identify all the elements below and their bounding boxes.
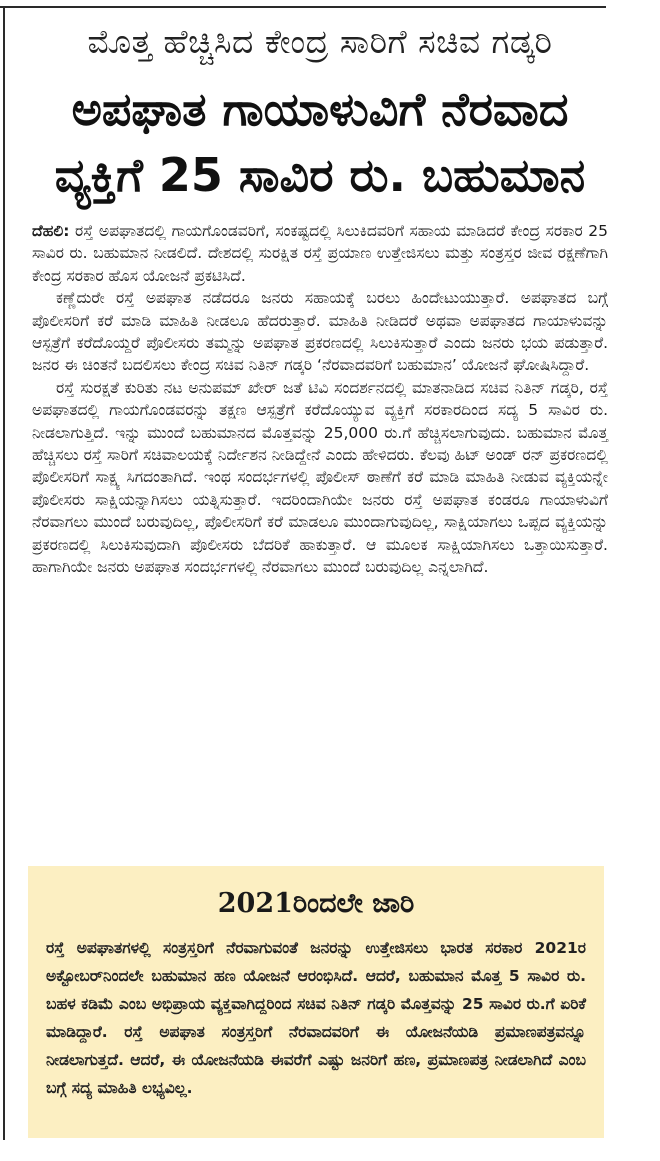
article-headline (32, 76, 608, 208)
news-article (32, 14, 608, 579)
sidebar-title: 2021ರಿಂದಲೇ ಜಾರಿ (217, 888, 415, 919)
sidebar-text: ರಸ್ತೆ ಅಪಘಾತಗಳಲ್ಲಿ ಸಂತ್ರಸ್ತರಿಗೆ ನೆರವಾಗುವಂತೆ ಜನರನ್ನು ಉತ್ತೇಜಿಸಲು ಭಾರತ ಸರಕಾರ 2021ರ ಅಕ್ಟೋಬರ್‌ನಿಂದಲೇ ಬಹುಮಾನ ಹಣ ಯೋಜನೆ ಆರಂಭಿಸಿದೆ. ಆದರೆ, ಬಹುಮಾನ ಮೊತ್ತ 5 ಸಾವಿರ ರು. ಬಹಳ ಕಡಿಮೆ ಎಂಬ ಅಭಿಪ್ರಾಯ ವ್ಯಕ್ತವಾಗಿದ್ದರಿಂದ ಸಚಿವ ನಿತಿನ್ ಗಡ್ಕರಿ ಮೊತ್ತವನ್ನು 25 ಸಾವಿರ ರು.ಗೆ ಏರಿಕೆ ಮಾಡಿದ್ದಾರೆ. ರಸ್ತೆ ಅಪಘಾತ ಸಂತ್ರಸ್ತರಿಗೆ ನೆರವಾದವರಿಗೆ ಈ ಯೋಜನೆಯಡಿ ಪ್ರಮಾಣಪತ್ರವನ್ನೂ ನೀಡಲಾಗುತ್ತದೆ. ಆದರೆ, ಈ ಯೋಜನೆಯಡಿ ಈವರೆಗೆ ಎಷ್ಟು ಜನರಿಗೆ ಹಣ, ಪ್ರಮಾಣಪತ್ರ ನೀಡಲಾಗಿದೆ ಎಂಬ ಬಗ್ಗೆ ಸದ್ಯ ಮಾಹಿತಿ ಲಭ್ಯವಿಲ್ಲ. (46, 939, 586, 1097)
left-column-rule (3, 8, 5, 1140)
article-body (32, 220, 608, 579)
top-rule (0, 6, 606, 8)
paragraph-1-text: ರಸ್ತೆ ಅಪಘಾತದಲ್ಲಿ ಗಾಯಗೊಂಡವರಿಗೆ, ಸಂಕಷ್ಟದಲ್ಲಿ ಸಿಲುಕಿದವರಿಗೆ ಸಹಾಯ ಮಾಡಿದರೆ ಕೇಂದ್ರ ಸರಕಾರ 25 ಸಾವಿರ ರು. ಬಹುಮಾನ ನೀಡಲಿದೆ. ದೇಶದಲ್ಲಿ ಸುರಕ್ಷಿತ ರಸ್ತೆ ಪ್ರಯಾಣ ಉತ್ತೇಜಿಸಲು ಮತ್ತು ಸಂತ್ರಸ್ತರ ಜೀವ ರಕ್ಷಣೆಗಾಗಿ ಕೇಂದ್ರ ಸರಕಾರ ಹೊಸ ಯೋಜನೆ ಪ್ರಕಟಿಸಿದೆ. (32, 222, 608, 285)
paragraph-2: ಕಣ್ಣೆದುರೇ ರಸ್ತೆ ಅಪಘಾತ ನಡೆದರೂ ಜನರು ಸಹಾಯಕ್ಕೆ ಬರಲು ಹಿಂದೇಟುಯುತ್ತಾರೆ. ಅಪಘಾತದ ಬಗ್ಗೆ ಪೊಲೀಸರಿಗೆ ಕರೆ ಮಾಡಿ ಮಾಹಿತಿ ನೀಡಲೂ ಹೆದರುತ್ತಾರೆ. ಮಾಹಿತಿ ನೀಡಿದರೆ ಅಥವಾ ಅಪಘಾತದ ಗಾಯಾಳುವನ್ನು ಆಸ್ಪತ್ರೆಗೆ ಕರೆದೊಯ್ದರೆ ಪೊಲೀಸರು ತಮ್ಮನ್ನು ಅಪಘಾತ ಪ್ರಕರಣದಲ್ಲಿ ಸಿಲುಕಿಸುತ್ತಾರೆ ಎಂದು ಜನರು ಭಯ ಪಡುತ್ತಾರೆ. ಜನರ ಈ ಚಿಂತನೆ ಬದಲಿಸಲು ಕೇಂದ್ರ ಸಚಿವ ನಿತಿನ್ ಗಡ್ಕರಿ ‘ನೆರವಾದವರಿಗೆ ಬಹುಮಾನ’ ಯೋಜನೆ ಘೋಷಿಸಿದ್ದಾರೆ. (32, 289, 608, 375)
paragraph-3: ರಸ್ತೆ ಸುರಕ್ಷತೆ ಕುರಿತು ನಟ ಅನುಪಮ್ ಖೇರ್ ಜತೆ ಟಿವಿ ಸಂದರ್ಶನದಲ್ಲಿ ಮಾತನಾಡಿದ ಸಚಿವ ನಿತಿನ್ ಗಡ್ಕರಿ, ರಸ್ತೆ ಅಪಘಾತದಲ್ಲಿ ಗಾಯಗೊಂಡವರನ್ನು ತಕ್ಷಣ ಆಸ್ಪತ್ರೆಗೆ ಕರೆದೊಯ್ಯುವ ವ್ಯಕ್ತಿಗೆ ಸರಕಾರದಿಂದ ಸದ್ಯ 5 ಸಾವಿರ ರು. ನೀಡಲಾಗುತ್ತಿದೆ. ಇನ್ನು ಮುಂದೆ ಬಹುಮಾನದ ಮೊತ್ತವನ್ನು 25,000 ರು.ಗೆ ಹೆಚ್ಚಿಸಲಾಗುವುದು. ಬಹುಮಾನ ಮೊತ್ತ ಹೆಚ್ಚಿಸಲು ರಸ್ತೆ ಸಾರಿಗೆ ಸಚಿವಾಲಯಕ್ಕೆ ನಿರ್ದೇಶನ ನೀಡಿದ್ದೇನೆ ಎಂದು ಹೇಳಿದರು. ಕೆಲವು ಹಿಟ್ ಅಂಡ್ ರನ್ ಪ್ರಕರಣದಲ್ಲಿ ಪೊಲೀಸರಿಗೆ ಸಾಕ್ಷ್ಯ ಸಿಗದಂತಾಗಿದೆ. ಇಂಥ ಸಂದರ್ಭಗಳಲ್ಲಿ ಪೊಲೀಸ್ ಠಾಣೆಗೆ ಕರೆ ಮಾಡಿ ಮಾಹಿತಿ ನೀಡುವ ವ್ಯಕ್ತಿಯನ್ನೇ ಪೊಲೀಸರು ಸಾಕ್ಷಿಯನ್ನಾಗಿಸಲು ಯತ್ನಿಸುತ್ತಾರೆ. ಇದರಿಂದಾಗಿಯೇ ಜನರು ರಸ್ತೆ ಅಪಘಾತ ಕಂಡರೂ ಗಾಯಾಳುವಿಗೆ ನೆರವಾಗಲು ಮುಂದೆ ಬರುವುದಿಲ್ಲ, ಪೊಲೀಸರಿಗೆ ಕರೆ ಮಾಡಲೂ ಮುಂದಾಗುವುದಿಲ್ಲ, ಸಾಕ್ಷಿಯಾಗಲು ಒಪ್ಪದ ವ್ಯಕ್ತಿಯನ್ನು ಪ್ರಕರಣದಲ್ಲಿ ಸಿಲುಕಿಸುವುದಾಗಿ ಪೊಲೀಸರು ಬೆದರಿಕೆ ಹಾಕುತ್ತಾರೆ. ಆ ಮೂಲಕ ಸಾಕ್ಷಿಯಾಗಿಸಲು ಒತ್ತಾಯಿಸುತ್ತಾರೆ. ಹಾಗಾಗಿಯೇ ಜನರು ಅಪಘಾತ ಸಂದರ್ಭಗಳಲ್ಲಿ ನೆರವಾಗಲು ಮುಂದೆ ಬರುವುದಿಲ್ಲ ಎನ್ನಲಾಗಿದೆ. (32, 378, 608, 577)
dateline: ದೆಹಲಿ: (32, 222, 70, 240)
paragraph-1 (32, 220, 608, 287)
headline-line-2: ವ್ಯಕ್ತಿಗೆ 25 ಸಾವಿರ ರು. ಬಹುಮಾನ (54, 148, 586, 202)
sidebar-box (28, 866, 604, 1138)
headline-line-1: ಅಪಘಾತ ಗಾಯಾಳುವಿಗೆ ನೆರವಾದ (71, 82, 569, 136)
article-kicker: ಮೊತ್ತ ಹೆಚ್ಚಿಸಿದ ಕೇಂದ್ರ ಸಾರಿಗೆ ಸಚಿವ ಗಡ್ಕರಿ (87, 22, 553, 61)
